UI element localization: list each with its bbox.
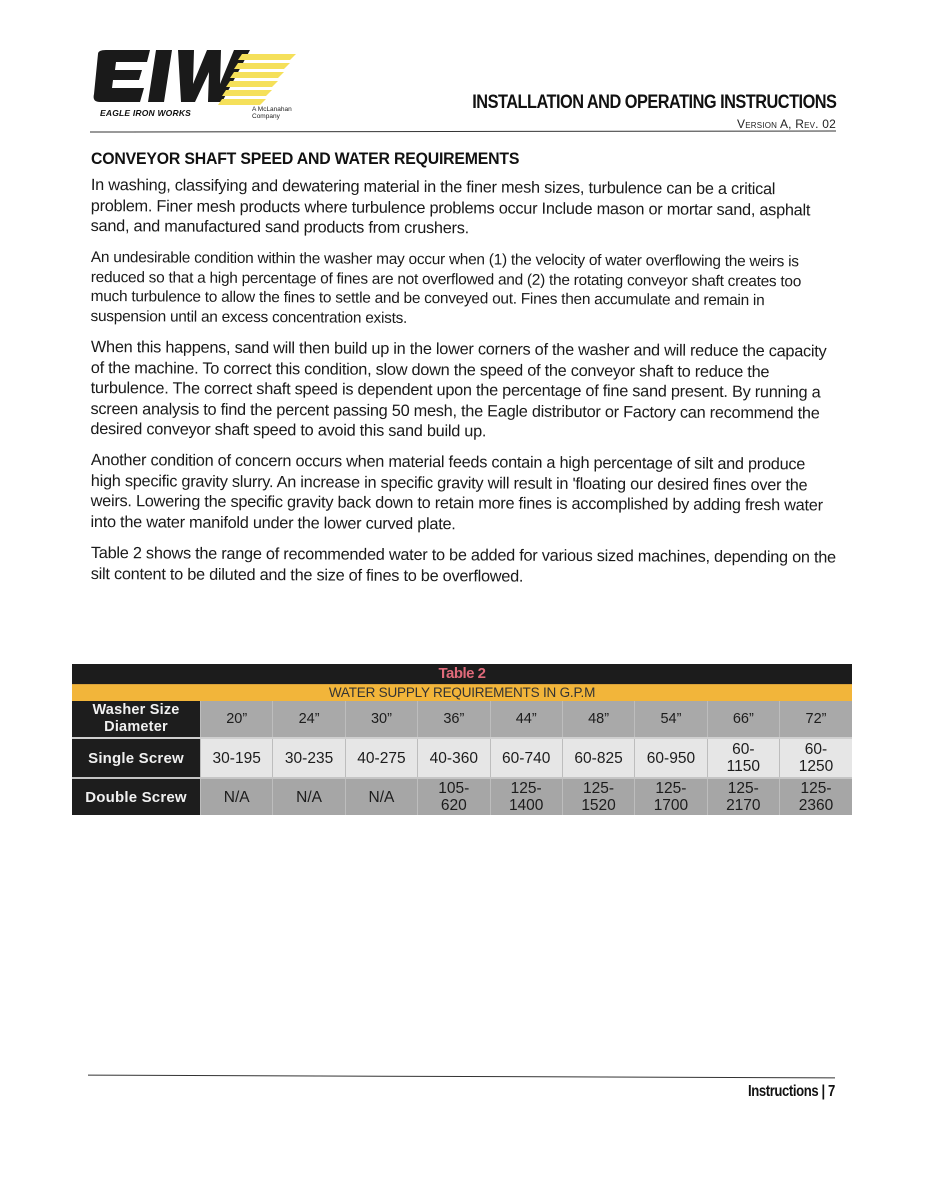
table-cell: 125- 2170 [707,778,779,815]
table-cell: 125- 1400 [490,778,562,815]
size-header: 54” [635,701,707,738]
main-content [91,150,836,595]
paragraph-turbulence: In washing, classifying and dewatering material in the finer mesh sizes, turbulence can be a critical problem. Finer mesh products where turbulence problems occur Include mason or mortar sand, asphalt sand, and manufactured sand products from crushers. [90,175,811,238]
table-row-double-screw [72,778,852,815]
paragraph-undesirable-condition: An undesirable condition within the washer may occur when (1) the velocity of water overflowing the weirs is reduced so that a high percentage of fines are not overflowed and (2) the rotating conveyor shaft creates too much turbulence to allow the fines to settle and be conveyed out. Fines then accumulate and remain in suspension until an excess concentration exists. [90,248,802,326]
size-header: 24” [273,701,345,738]
document-title: INSTALLATION AND OPERATING INSTRUCTIONS [471,92,836,113]
table-title: Table 2 [72,664,852,684]
table-cell: 125- 2360 [780,778,853,815]
size-header: 66” [707,701,779,738]
header-label: Washer Size Diameter [72,701,201,738]
table-cell: 105- 620 [418,778,490,815]
water-supply-table [72,664,852,815]
table-cell: 60-825 [562,738,634,778]
size-header: 20” [201,701,273,738]
table-cell: 125- 1700 [635,778,707,815]
table-cell: 125- 1520 [562,778,634,815]
paragraph-sand-buildup: When this happens, sand will then build up in the lower corners of the washer and will reduce the capacity of the machine. To correct this condition, slow down the speed of the conveyor shaft to reduce the turbulence. The correct shaft speed is dependent upon the percentage of fine sand present. By running a screen analysis to find the percent passing 50 mesh, the Eagle distributor or Factory can recommend the desired conveyor shaft speed to avoid this sand build up. [90,337,827,440]
table-cell: 60- 1150 [707,738,779,778]
table-cell: 30-195 [201,738,273,778]
table-header-row [72,701,852,738]
table-cell: 40-275 [345,738,417,778]
paragraph-specific-gravity: Another condition of concern occurs when material feeds contain a high percentage of silt and produce high specific gravity slurry. An increase in specific gravity will result in 'floating our desired fines over the weirs. Lowering the specific gravity back down to retain more fines is accomplished by adding fresh water into the water manifold under the lower curved plate. [90,450,823,533]
size-header: 72” [780,701,853,738]
section-title: CONVEYOR SHAFT SPEED AND WATER REQUIREMENTS [91,150,520,168]
document-version: Version A, Rev. 02 [737,117,836,131]
logo-parent-company: A McLanahan Company [252,106,292,120]
header-divider [90,130,836,132]
paragraph-table-reference: Table 2 shows the range of recommended water to be added for various sized machines, depending on the silt content to be diluted and the size of fines to be overflowed. [90,544,836,586]
table-cell: N/A [273,778,345,815]
size-header: 36” [418,701,490,738]
row-label: Single Screw [72,738,201,778]
table-cell: N/A [201,778,273,815]
footer-divider [88,1075,835,1079]
logo-company-name: EAGLE IRON WORKS [100,108,192,118]
size-header: 44” [490,701,562,738]
company-logo [92,48,312,128]
table-row-single-screw [72,738,852,778]
table-cell: N/A [345,778,417,815]
table-cell: 60-740 [490,738,562,778]
table-cell: 60- 1250 [780,738,853,778]
eiw-logo-mark [92,48,302,110]
row-label: Double Screw [72,778,201,815]
page-footer: Instructions | 7 [748,1083,835,1100]
table-cell: 40-360 [418,738,490,778]
table-subtitle: WATER SUPPLY REQUIREMENTS IN G.P.M [72,684,852,701]
table-grid [72,701,852,815]
size-header: 30” [345,701,417,738]
size-header: 48” [562,701,634,738]
table-cell: 30-235 [273,738,345,778]
table-cell: 60-950 [635,738,707,778]
